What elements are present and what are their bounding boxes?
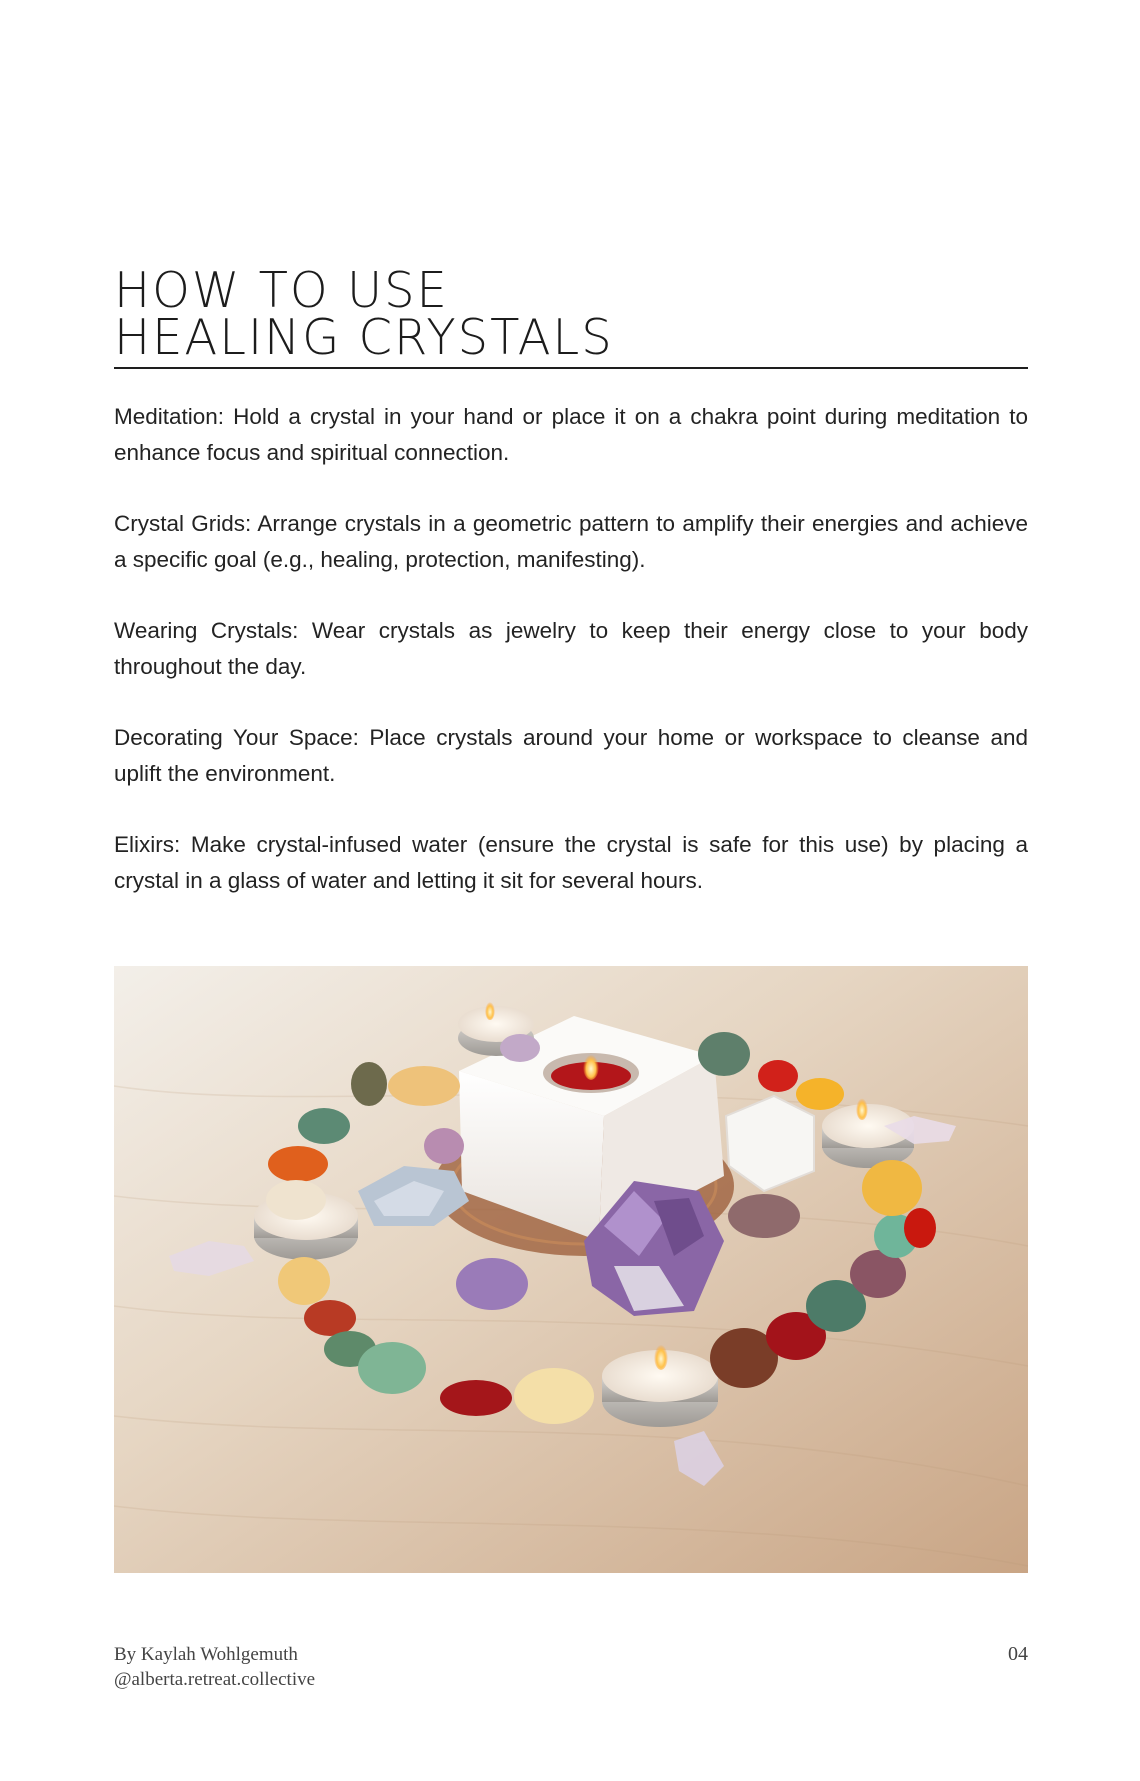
- page-title: [114, 261, 914, 367]
- paragraph-decorating-space: Decorating Your Space: Place crystals around your home or workspace to cleanse and uplift the environment.: [114, 725, 1028, 786]
- crystal-grid-photo: [114, 966, 1028, 1573]
- footer-credit: [114, 1642, 315, 1692]
- page-number: 04: [1008, 1643, 1028, 1665]
- author-name: By Kaylah Wohlgemuth: [114, 1644, 298, 1665]
- title-divider: [114, 367, 1028, 369]
- paragraph-elixirs: Elixirs: Make crystal-infused water (ensure the crystal is safe for this use) by placing a crystal in a glass of water and letting it sit for several hours.: [114, 832, 1028, 893]
- social-handle: @alberta.retreat.collective: [114, 1669, 316, 1690]
- paragraph-meditation: Meditation: Hold a crystal in your hand or place it on a chakra point during meditation to enhance focus and spiritual connection.: [114, 404, 1028, 465]
- paragraph-crystal-grids: Crystal Grids: Arrange crystals in a geometric pattern to amplify their energies and achieve a specific goal (e.g., healing, protection, manifesting).: [114, 511, 1028, 572]
- title-line-2: HEALING CRYSTALS: [114, 308, 614, 367]
- title-line-1: HOW TO USE: [114, 261, 449, 320]
- usage-list: [114, 399, 1028, 934]
- paragraph-wearing-crystals: Wearing Crystals: Wear crystals as jewelry to keep their energy close to your body throughout the day.: [114, 618, 1028, 679]
